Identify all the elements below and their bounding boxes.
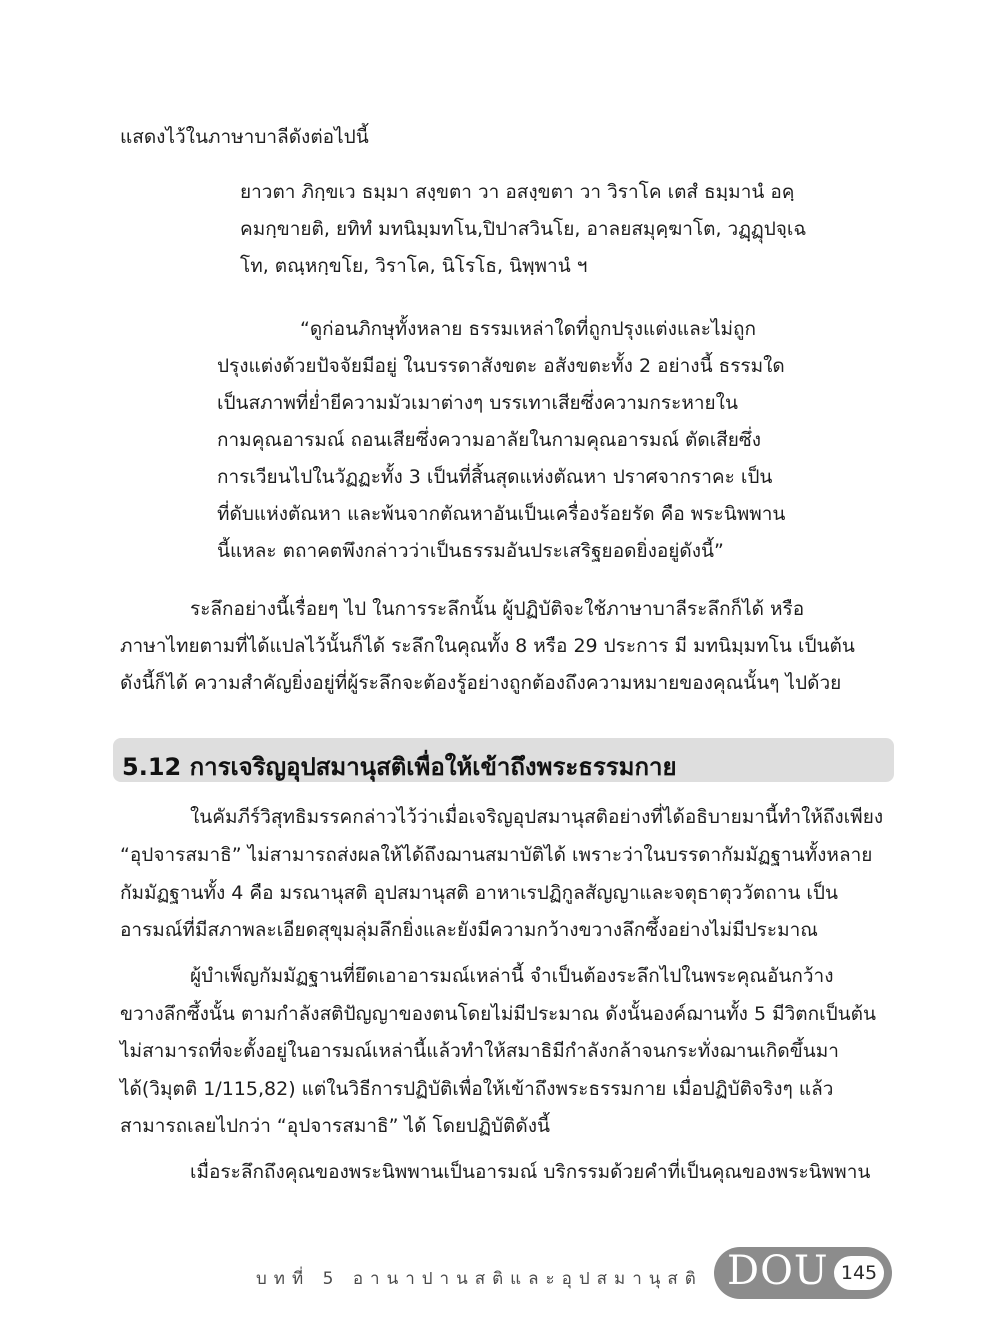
paragraph-line: “อุปจารสมาธิ” ไม่สามารถส่งผลให้ได้ถึงฌานสมาบัติได้ เพราะว่าในบรรดากัมมัฏฐานทั้งหลาย [120, 844, 873, 866]
pali-line: คมกฺขายติ, ยทิทํ มทนิมฺมทโน,ปิปาสวินโย, อาลยสมุคฺฆาโต, วฏฺฏุปจฺเฉ [240, 218, 807, 240]
quote-line: เป็นสภาพที่ย่ำยีความมัวเมาต่างๆ บรรเทาเสียซึ่งความกระหายใน [217, 392, 738, 414]
page-number: 145 [834, 1256, 884, 1290]
paragraph-line: ดังนี้ก็ได้ ความสำคัญยิ่งอยู่ที่ผู้ระลึกจะต้องรู้อย่างถูกต้องถึงความหมายของคุณนั้นๆ ไปด้วย [120, 672, 842, 694]
intro-line: แสดงไว้ในภาษาบาลีดังต่อไปนี้ [120, 126, 369, 148]
quote-line: “ดูก่อนภิกษุทั้งหลาย ธรรมเหล่าใดที่ถูกปรุงแต่งและไม่ถูก [300, 318, 757, 340]
quote-line: นี้แหละ ตถาคตพึงกล่าวว่าเป็นธรรมอันประเสริฐยอดยิ่งอยู่ดังนี้” [217, 540, 724, 562]
paragraph-line: เมื่อระลึกถึงคุณของพระนิพพานเป็นอารมณ์ บริกรรมด้วยคำที่เป็นคุณของพระนิพพาน [190, 1161, 871, 1183]
paragraph-line: ภาษาไทยตามที่ได้แปลไว้นั้นก็ได้ ระลึกในคุณทั้ง 8 หรือ 29 ประการ มี มทนิมฺมทโน เป็นต้น [120, 635, 855, 657]
quote-line: ปรุงแต่งด้วยปัจจัยมีอยู่ ในบรรดาสังขตะ อสังขตะทั้ง 2 อย่างนี้ ธรรมใด [217, 355, 785, 377]
paragraph-line: ได้(วิมุตติ 1/115,82) แต่ในวิธีการปฏิบัติเพื่อให้เข้าถึงพระธรรมกาย เมื่อปฏิบัติจริงๆ แล้ว [120, 1078, 834, 1100]
quote-line: การเวียนไปในวัฏฏะทั้ง 3 เป็นที่สิ้นสุดแห่งตัณหา ปราศจากราคะ เป็น [217, 466, 773, 488]
paragraph-line: ไม่สามารถที่จะตั้งอยู่ในอารมณ์เหล่านี้แล้วทำให้สมาธิมีกำลังกล้าจนกระทั่งฌานเกิดขึ้นมา [120, 1040, 839, 1062]
pali-line: โท, ตณฺหกฺขโย, วิราโค, นิโรโธ, นิพฺพานํ ฯ [240, 255, 588, 277]
paragraph-line: ขวางลึกซึ้งนั้น ตามกำลังสติปัญญาของตนโดยไม่มีประมาณ ดังนั้นองค์ฌานทั้ง 5 มีวิตกเป็นต้น [120, 1003, 876, 1025]
paragraph-line: ผู้บำเพ็ญกัมมัฏฐานที่ยึดเอาอารมณ์เหล่านี้ จำเป็นต้องระลึกไปในพระคุณอันกว้าง [190, 965, 834, 987]
paragraph-line: อารมณ์ที่มีสภาพละเอียดสุขุมลุ่มลึกยิ่งและยังมีความกว้างขวางลึกซึ้งอย่างไม่มีประมาณ [120, 919, 818, 941]
paragraph-line: ในคัมภีร์วิสุทธิมรรคกล่าวไว้ว่าเมื่อเจริญอุปสมานุสติอย่างที่ได้อธิบายมานี้ทำให้ถึงเพียง [190, 806, 884, 828]
paragraph-line: สามารถเลยไปกว่า “อุปจารสมาธิ” ได้ โดยปฏิบัติดังนี้ [120, 1115, 550, 1137]
chapter-title: บทที่ 5 อานาปานสติและอุปสมานุสติ [256, 1269, 703, 1289]
paragraph-line: กัมมัฏฐานทั้ง 4 คือ มรณานุสติ อุปสมานุสติ อาหาเรปฏิกูลสัญญาและจตุธาตุววัตถาน เป็น [120, 882, 838, 904]
paragraph-line: ระลึกอย่างนี้เรื่อยๆ ไป ในการระลึกนั้น ผู้ปฏิบัติจะใช้ภาษาบาลีระลึกก็ได้ หรือ [190, 598, 805, 620]
quote-line: ที่ดับแห่งตัณหา และพ้นจากตัณหาอันเป็นเครื่องร้อยรัด คือ พระนิพพาน [217, 503, 786, 525]
quote-line: กามคุณอารมณ์ ถอนเสียซึ่งความอาลัยในกามคุณอารมณ์ ตัดเสียซึ่ง [217, 429, 762, 451]
dou-logo: DOU [727, 1248, 829, 1294]
section-title: 5.12 การเจริญอุปสมานุสติเพื่อให้เข้าถึงพระธรรมกาย [122, 753, 677, 781]
pali-line: ยาวตา ภิกฺขเว ธมฺมา สงฺขตา วา อสงฺขตา วา วิราโค เตสํ ธมฺมานํ อคฺ [240, 181, 795, 203]
